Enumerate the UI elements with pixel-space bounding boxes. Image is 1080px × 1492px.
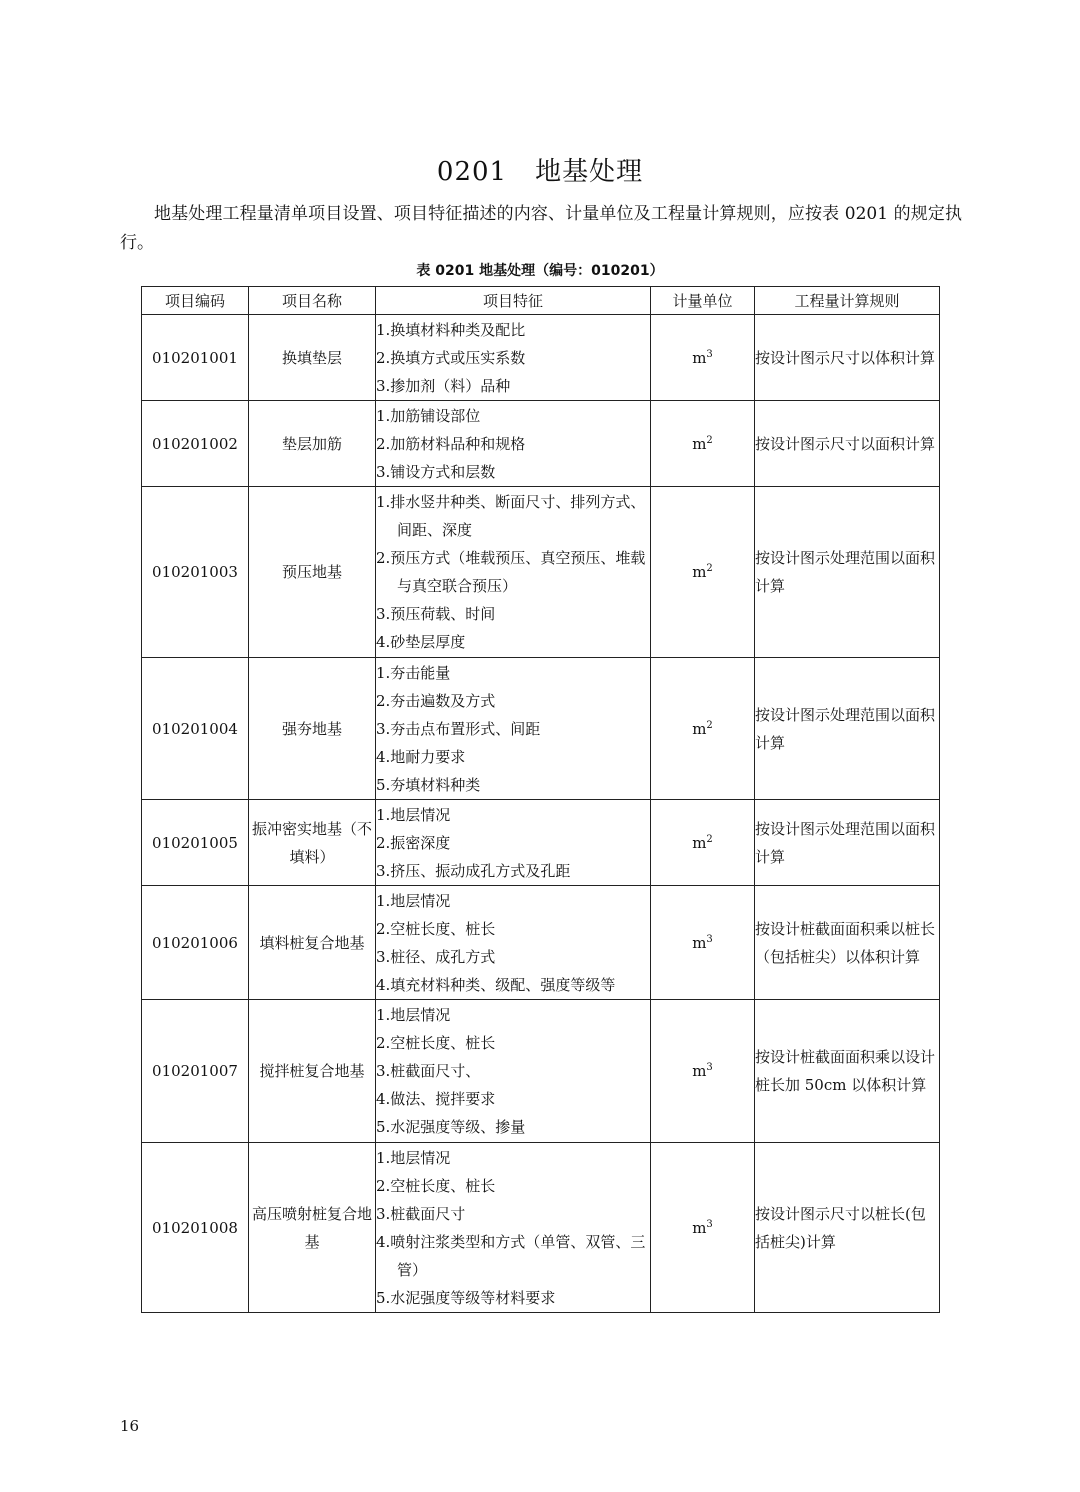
item-code: 010201001	[142, 315, 249, 401]
feature-line: 2.预压方式（堆载预压、真空预压、堆载与真空联合预压）	[376, 549, 646, 595]
item-features	[376, 1000, 651, 1143]
item-name: 强夯地基	[249, 658, 376, 800]
unit-base: m	[692, 719, 707, 738]
header-code: 项目编码	[142, 287, 249, 315]
unit-exponent: 2	[706, 563, 713, 574]
unit-exponent: 2	[706, 434, 713, 446]
unit-cell	[651, 487, 755, 658]
feature-line: 1.地层情况	[376, 805, 451, 824]
unit-exponent: 3	[706, 933, 713, 945]
page-number: 16	[120, 1417, 140, 1435]
calc-rule: 按设计桩截面面积乘以设计桩长加 50cm 以体积计算	[755, 1000, 940, 1143]
unit-cell	[651, 886, 755, 1000]
unit-exponent: 3	[706, 1062, 713, 1073]
intro-paragraph: 地基处理工程量清单项目设置、项目特征描述的内容、计量单位及工程量计算规则，应按表 0201 的规定执行。	[120, 204, 962, 253]
unit-base: m	[692, 563, 707, 581]
calc-rule: 按设计桩截面面积乘以桩长（包括桩尖）以体积计算	[755, 886, 940, 1000]
unit-cell	[651, 315, 755, 401]
feature-line: 1.排水竖井种类、断面尺寸、排列方式、间距、深度	[376, 493, 646, 539]
item-features	[376, 886, 651, 1000]
feature-line: 3.桩截面尺寸	[376, 1204, 466, 1223]
section-heading	[0, 150, 1080, 194]
feature-line: 1.换填材料种类及配比	[376, 320, 526, 339]
table-header-row	[142, 287, 940, 315]
feature-line: 4.填充材料种类、级配、强度等级等	[376, 975, 616, 994]
table-row	[142, 401, 940, 487]
item-name: 预压地基	[249, 487, 376, 658]
item-features	[376, 401, 651, 487]
table-row	[142, 487, 940, 658]
feature-line: 4.喷射注浆类型和方式（单管、双管、三管）	[376, 1232, 646, 1279]
unit-base: m	[692, 348, 707, 367]
header-name: 项目名称	[249, 287, 376, 315]
feature-line: 2.空桩长度、桩长	[376, 1034, 496, 1052]
unit-cell	[651, 658, 755, 800]
feature-line: 3.夯击点布置形式、间距	[376, 719, 541, 738]
item-code: 010201002	[142, 401, 249, 487]
table-body	[142, 315, 940, 1313]
feature-line: 2.换填方式或压实系数	[376, 348, 526, 367]
feature-line: 1.夯击能量	[376, 663, 451, 682]
unit-base: m	[692, 933, 707, 952]
table-row	[142, 886, 940, 1000]
feature-line: 2.空桩长度、桩长	[376, 1176, 496, 1195]
spec-table	[141, 286, 940, 1313]
header-unit: 计量单位	[651, 287, 755, 315]
unit-cell	[651, 1143, 755, 1313]
unit-cell	[651, 800, 755, 886]
feature-line: 2.夯击遍数及方式	[376, 691, 496, 710]
unit-exponent: 2	[706, 833, 713, 845]
feature-line: 3.掺加剂（料）品种	[376, 376, 511, 395]
item-code: 010201006	[142, 886, 249, 1000]
section-title: 地基处理	[535, 157, 644, 187]
item-code: 010201003	[142, 487, 249, 658]
unit-cell	[651, 1000, 755, 1143]
item-name: 振冲密实地基（不填料）	[249, 800, 376, 886]
unit-base: m	[692, 1062, 707, 1080]
feature-line: 3.桩截面尺寸、	[376, 1062, 481, 1080]
calc-rule: 按设计图示处理范围以面积计算	[755, 658, 940, 800]
item-code: 010201004	[142, 658, 249, 800]
feature-line: 5.水泥强度等级等材料要求	[376, 1288, 556, 1307]
feature-line: 4.做法、搅拌要求	[376, 1090, 496, 1108]
calc-rule: 按设计图示处理范围以面积计算	[755, 487, 940, 658]
item-name: 填料桩复合地基	[249, 886, 376, 1000]
calc-rule: 按设计图示尺寸以面积计算	[755, 401, 940, 487]
unit-base: m	[692, 833, 707, 852]
feature-line: 2.空桩长度、桩长	[376, 919, 496, 938]
item-name: 垫层加筋	[249, 401, 376, 487]
calc-rule: 按设计图示尺寸以体积计算	[755, 315, 940, 401]
table-row	[142, 658, 940, 800]
unit-base: m	[692, 1218, 707, 1237]
section-code: 0201	[436, 157, 508, 187]
unit-exponent: 3	[706, 1218, 713, 1230]
feature-line: 3.铺设方式和层数	[376, 462, 496, 481]
item-code: 010201005	[142, 800, 249, 886]
feature-line: 1.地层情况	[376, 891, 451, 910]
table-caption: 表 0201 地基处理（编号：010201）	[416, 263, 664, 279]
feature-line: 3.预压荷载、时间	[376, 605, 496, 623]
feature-line: 5.夯填材料种类	[376, 775, 481, 794]
table-row	[142, 800, 940, 886]
feature-line: 2.加筋材料品种和规格	[376, 434, 526, 453]
feature-line: 5.水泥强度等级、掺量	[376, 1118, 526, 1136]
item-features	[376, 800, 651, 886]
item-features	[376, 658, 651, 800]
feature-line: 4.地耐力要求	[376, 747, 466, 766]
table-row	[142, 1000, 940, 1143]
table-row	[142, 315, 940, 401]
table-row	[142, 1143, 940, 1313]
item-features	[376, 487, 651, 658]
item-features	[376, 315, 651, 401]
item-name: 换填垫层	[249, 315, 376, 401]
item-code: 010201007	[142, 1000, 249, 1143]
unit-exponent: 3	[706, 348, 713, 360]
calc-rule: 按设计图示尺寸以桩长(包括桩尖)计算	[755, 1143, 940, 1313]
header-rule: 工程量计算规则	[755, 287, 940, 315]
item-code: 010201008	[142, 1143, 249, 1313]
feature-line: 1.地层情况	[376, 1006, 451, 1024]
feature-line: 4.砂垫层厚度	[376, 633, 466, 651]
feature-line: 3.挤压、振动成孔方式及孔距	[376, 861, 571, 880]
calc-rule: 按设计图示处理范围以面积计算	[755, 800, 940, 886]
header-features: 项目特征	[376, 287, 651, 315]
feature-line: 2.振密深度	[376, 833, 451, 852]
item-name: 高压喷射桩复合地基	[249, 1143, 376, 1313]
unit-exponent: 2	[706, 719, 713, 731]
unit-base: m	[692, 434, 707, 453]
feature-line: 3.桩径、成孔方式	[376, 947, 496, 966]
item-name: 搅拌桩复合地基	[249, 1000, 376, 1143]
unit-cell	[651, 401, 755, 487]
item-features	[376, 1143, 651, 1313]
feature-line: 1.地层情况	[376, 1148, 451, 1167]
feature-line: 1.加筋铺设部位	[376, 406, 481, 425]
